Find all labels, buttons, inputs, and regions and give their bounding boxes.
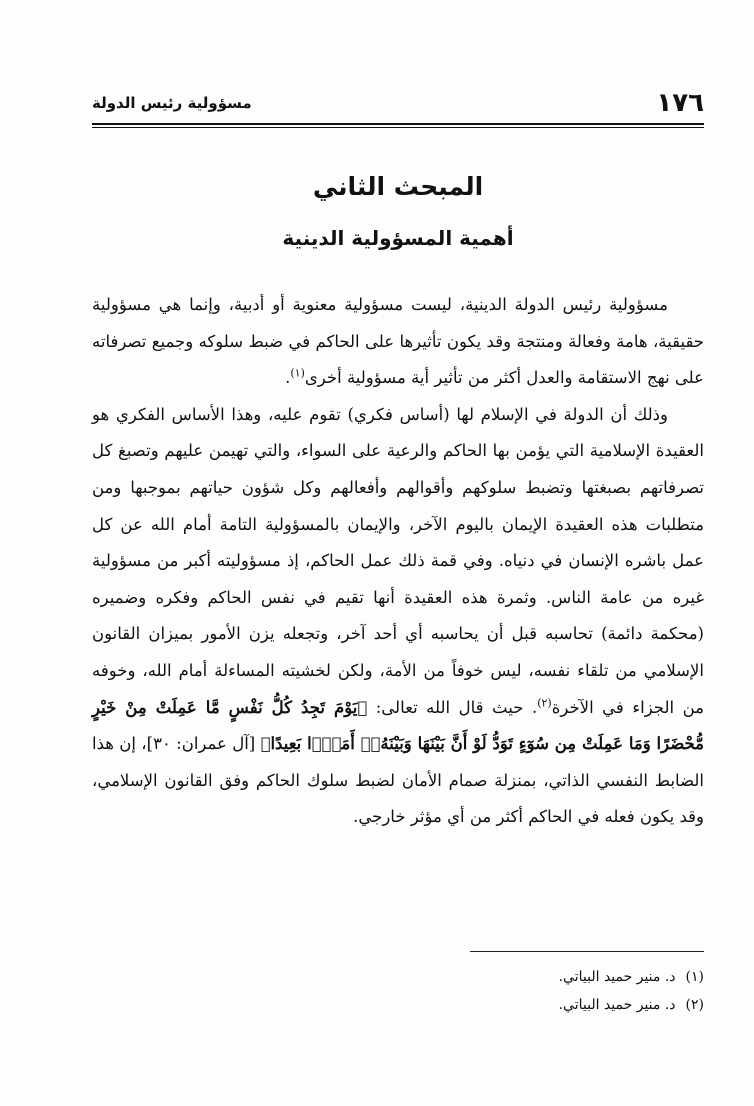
quran-verse: ﴿يَوْمَ تَجِدُ كُلُّ نَفْسٍ مَّا عَمِلَتْ مِنْ خَيْرٍ مُّحْضَرًا وَمَا عَمِلَتْ مِن سُوٓءٍ تَوَدُّ لَوْ أَنَّ بَيْنَهَا وَبَيْنَهُۥٓ أَمَدًۢا بَعِيدًا﴾ (92, 697, 704, 754)
paragraph-1-text: مسؤولية رئيس الدولة الدينية، ليست مسؤولية معنوية أو أدبية، وإنما هي مسؤولية حقيقية، هامة وفعالة ومنتجة وقد يكون تأثيرها على الحاكم في ضبط سلوكه وجميع تصرفاته على نهج الاستقامة والعدل أكثر من تأثير أية مسؤولية أخرى (92, 295, 704, 388)
running-title: مسؤولية رئيس الدولة (92, 94, 252, 112)
header-rule (92, 123, 704, 125)
body-text (92, 287, 704, 836)
footnote-2-text: د. منير حميد البياتي. (558, 997, 676, 1013)
footnote-2-number: (٢) (685, 997, 704, 1013)
paragraph-2-middle: . حيث قال الله تعالى: (367, 697, 538, 717)
section-subtitle: أهمية المسؤولية الدينية (282, 226, 514, 250)
footnote-ref-1: (١) (290, 366, 305, 380)
footnote-1-text: د. منير حميد البياتي. (558, 969, 676, 985)
footnote-rule (470, 951, 704, 952)
header-rule-thin (92, 127, 704, 128)
footnote-1 (92, 963, 704, 991)
footnote-2 (92, 991, 704, 1019)
page-header (92, 84, 704, 124)
paragraph-2-text: وذلك أن الدولة في الإسلام لها (أساس فكري) تقوم عليه، وهذا الأساس الفكري هو العقيدة الإسلامية التي يؤمن بها الحاكم والرعية على السواء، والتي تهيمن عليهم وتصبغ كل تصرفاتهم بصبغتها وتضبط سلوكهم وأقوالهم وأفعالهم وكل شؤون حياتهم بموجبها ومن متطلبات هذه العقيدة الإيمان باليوم الآخر، والإيمان بالمسؤولية التامة أمام الله عن كل عمل باشره الإنسان في دنياه. وفي قمة ذلك عمل الحاكم، إذ مسؤوليته أكبر من مسؤولية غيره من عامة الناس. وثمرة هذه العقيدة أنها تقيم في نفس الحاكم وفكره وضميره (محكمة دائمة) تحاسبه قبل أن يحاسبه أي أحد آخر، وتجعله يزن الأمور بميزان القانون الإسلامي من تلقاء نفسه، ليس خوفاً من الأمة، ولكن لخشيته المساءلة أمام الله، وخوفه من الجزاء في الآخرة (92, 404, 704, 717)
page-number: ١٧٦ (656, 88, 704, 118)
footnotes (92, 963, 704, 1019)
paragraph-2 (92, 397, 704, 836)
footnote-ref-2: (٢) (537, 696, 552, 710)
footnote-1-number: (١) (685, 969, 704, 985)
paragraph-1 (92, 287, 704, 397)
paragraph-1-end: . (285, 368, 291, 388)
section-title: المبحث الثاني (312, 172, 484, 201)
paragraph-2-end: [آل عمران: ٣٠]، إن هذا الضابط النفسي الذاتي، بمنزلة صمام الأمان لضبط سلوك الحاكم وفق القانون الإسلامي، وقد يكون فعله في الحاكم أكثر من أي مؤثر خارجي. (92, 734, 704, 827)
